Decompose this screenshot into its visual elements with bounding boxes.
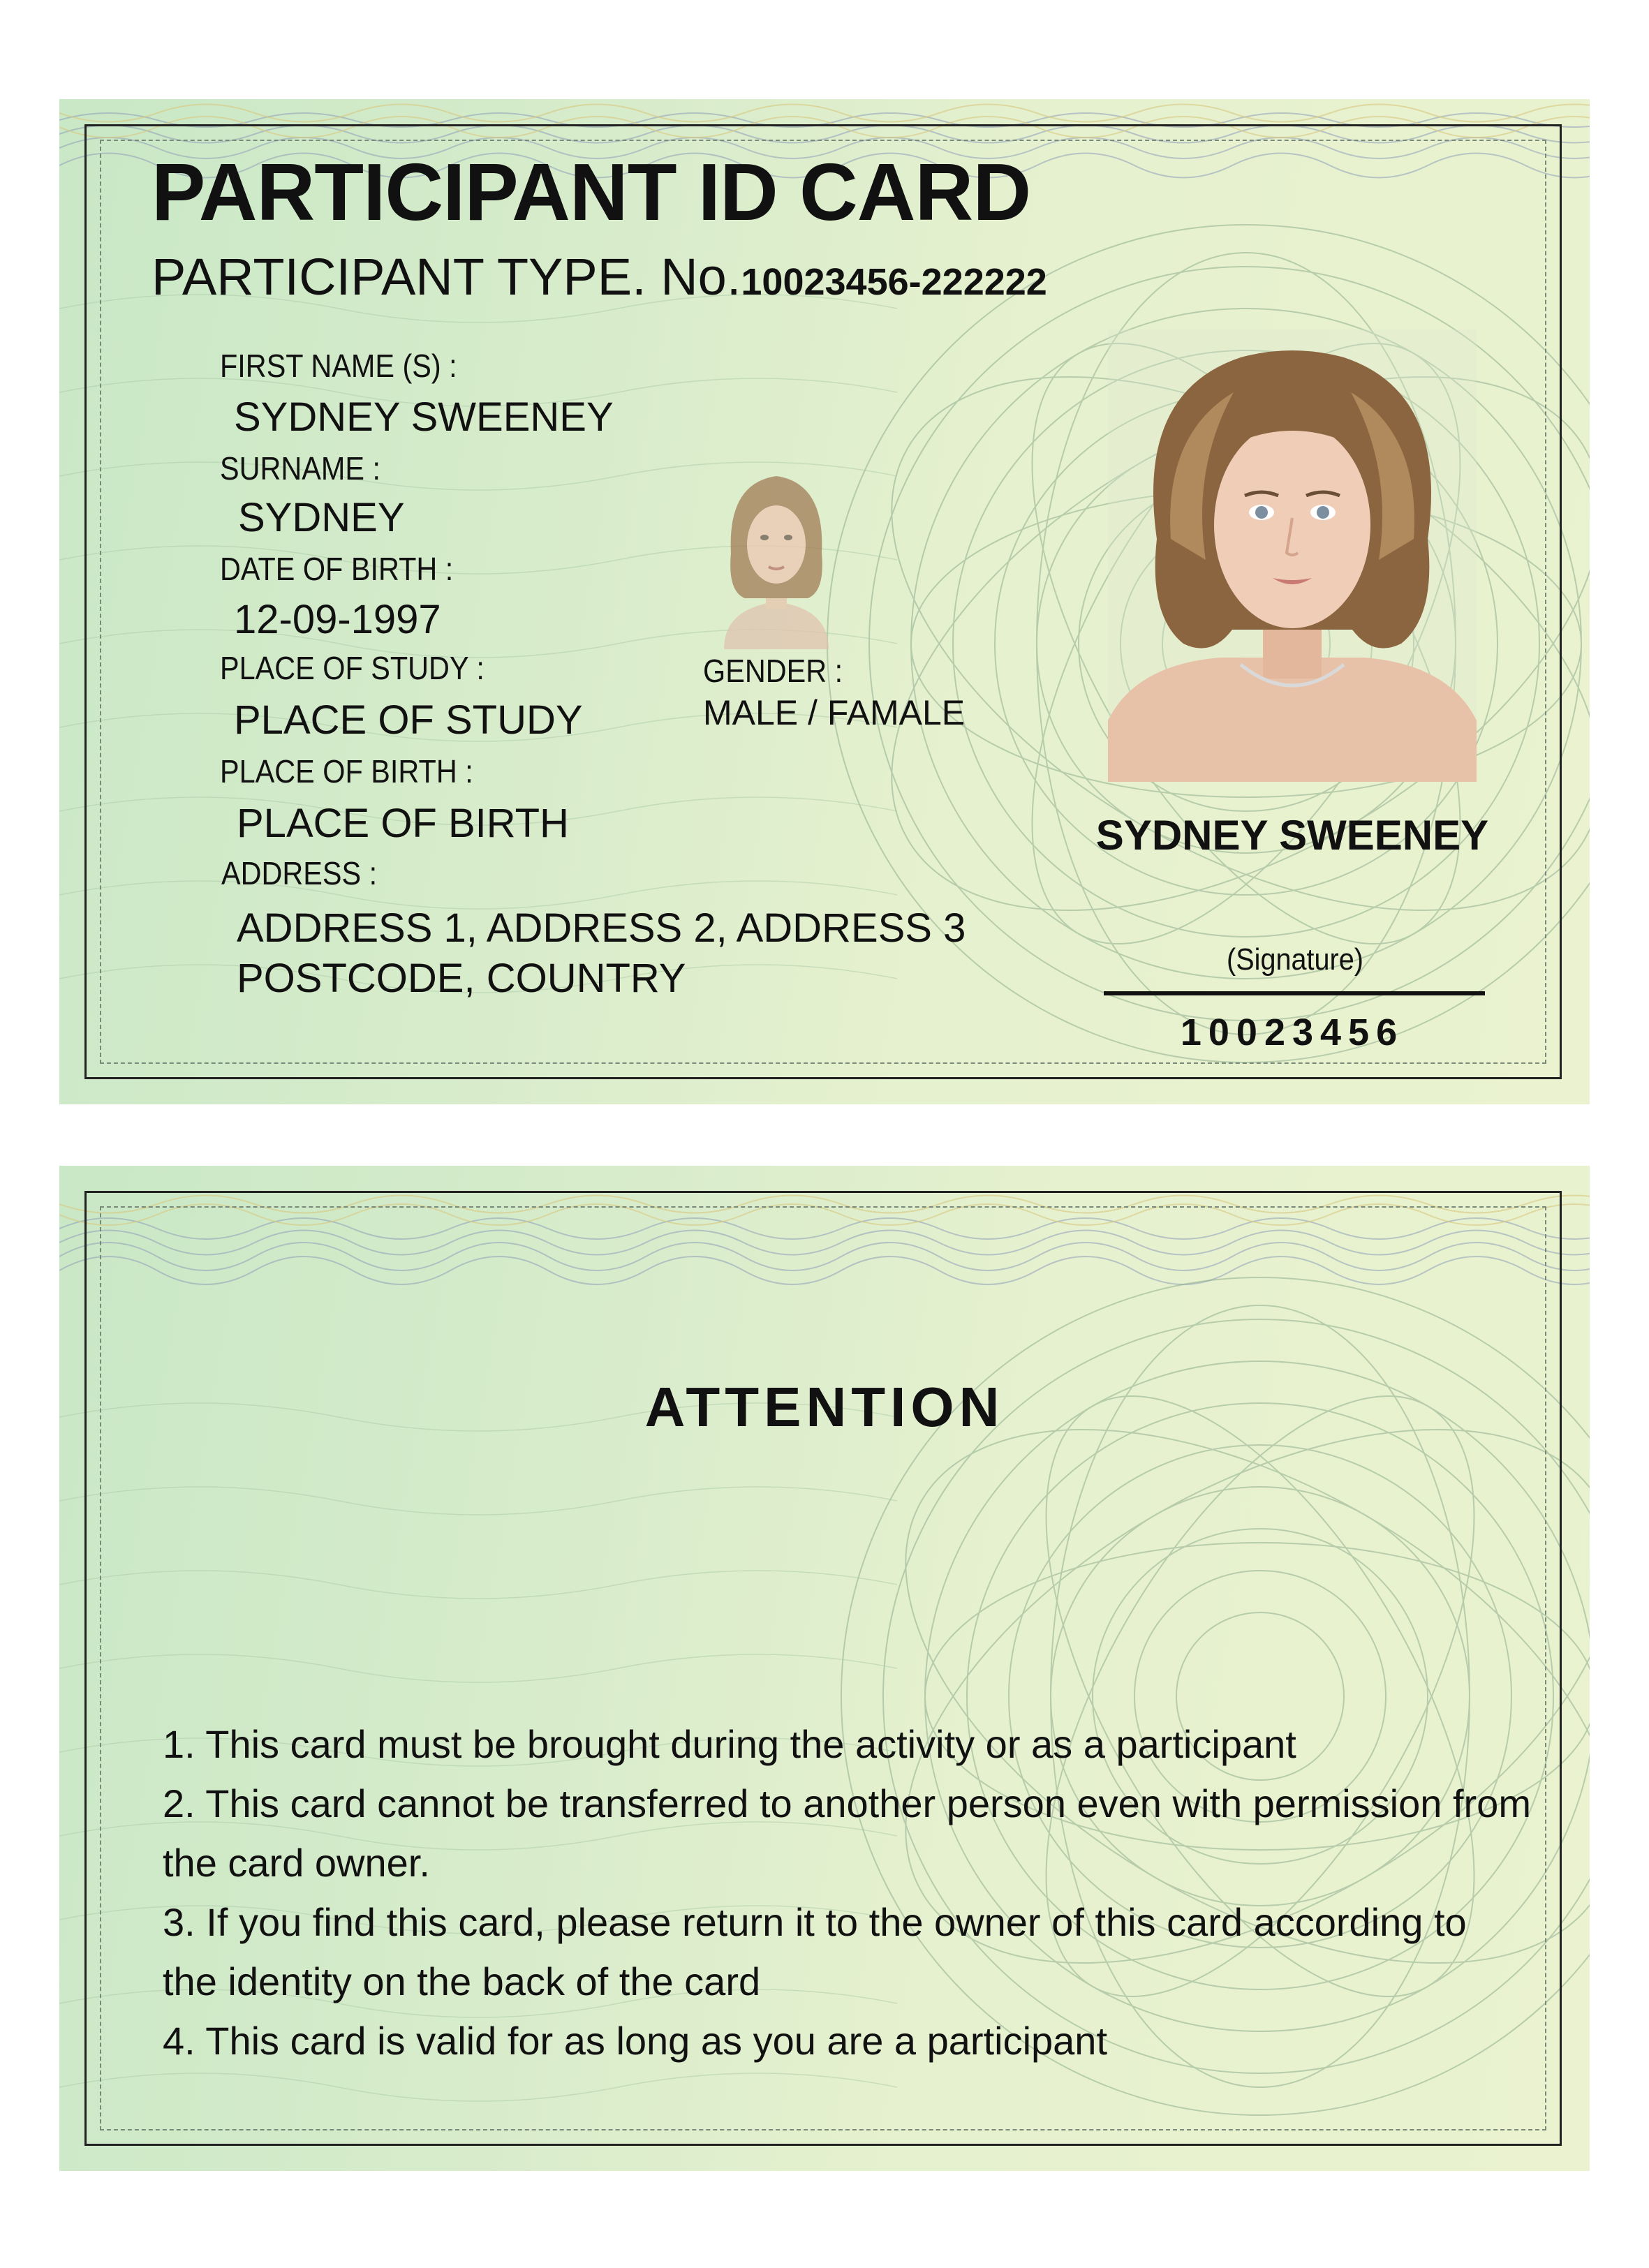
place-of-study-value: PLACE OF STUDY [234,697,583,743]
gender-label: GENDER : [703,653,843,689]
rule-item: 3. If you find this card, please return it to the owner of this card according to the identity on the back of the card [163,1900,1467,2003]
place-of-birth-value: PLACE OF BIRTH [237,801,569,846]
participant-type-label: PARTICIPANT TYPE. No. [151,248,741,306]
id-card-front [59,99,1590,1104]
card-title: PARTICIPANT ID CARD [151,147,1031,237]
address-line-2: POSTCODE, COUNTRY [237,956,686,1001]
rule-item: 1. This card must be brought during the activity or as a participant [163,1722,1296,1766]
participant-type-number: 10023456-222222 [741,261,1047,303]
portrait-photo [1108,329,1477,782]
surname-label: SURNAME : [220,450,381,487]
id-card-back [59,1166,1590,2171]
dob-value: 12-09-1997 [234,597,441,642]
holder-name: SYDNEY SWEENEY [1095,812,1489,859]
first-name-value: SYDNEY SWEENEY [234,394,614,440]
ghost-photo [703,469,850,649]
address-line-1: ADDRESS 1, ADDRESS 2, ADDRESS 3 [237,905,966,951]
rule-item: 2. This card cannot be transferred to another person even with permission from the card owner. [163,1781,1531,1885]
first-name-label: FIRST NAME (S) : [220,348,457,384]
rules-list [163,1714,1531,2070]
dob-label: DATE OF BIRTH : [220,551,454,587]
place-of-study-label: PLACE OF STUDY : [220,650,485,686]
attention-heading: ATTENTION [644,1376,1005,1438]
participant-type-line [151,247,1047,306]
signature-label: (Signature) [1227,942,1363,977]
signature-line [1104,991,1485,995]
card-number: 10023456 [1180,1011,1405,1053]
gender-value: MALE / FAMALE [703,693,966,732]
surname-value: SYDNEY [238,495,405,540]
rule-item: 4. This card is valid for as long as you are a participant [163,2019,1107,2063]
place-of-birth-label: PLACE OF BIRTH : [220,753,473,790]
address-label: ADDRESS : [221,855,378,891]
